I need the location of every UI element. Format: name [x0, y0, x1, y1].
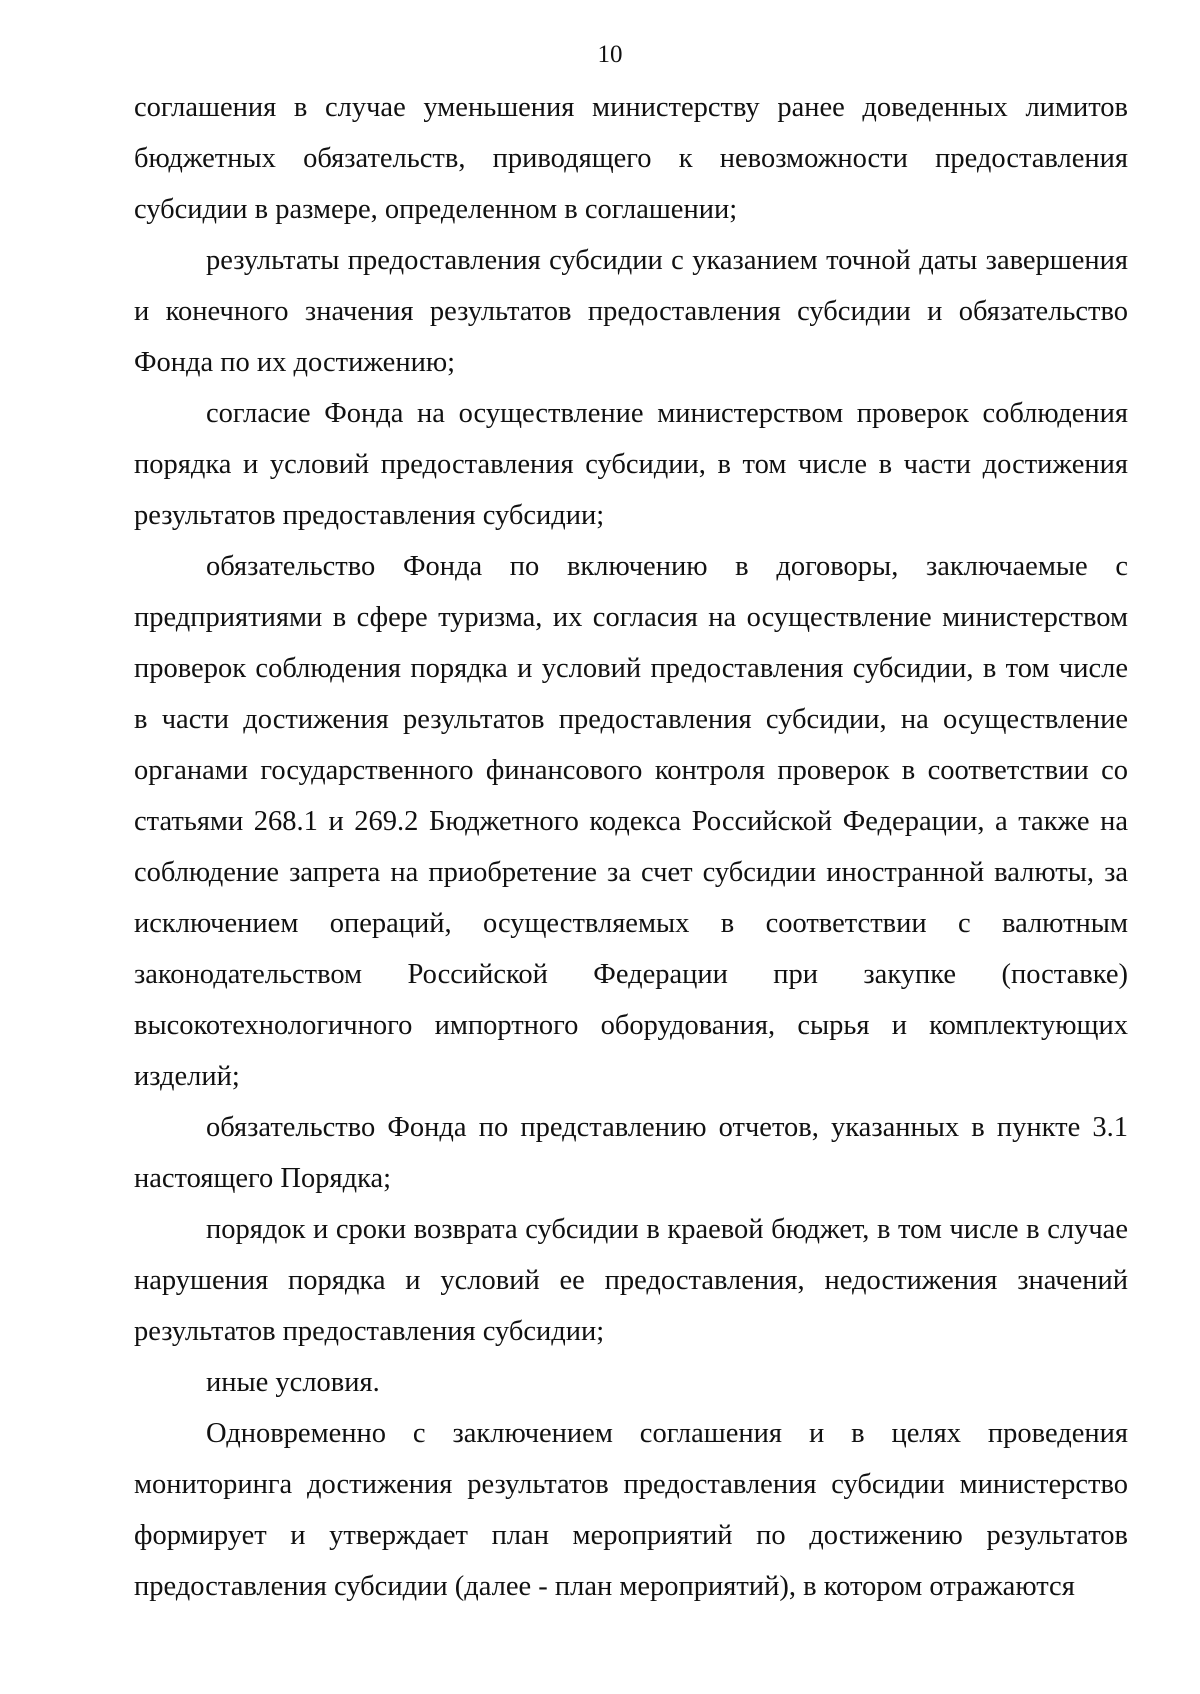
paragraph-other-conditions: иные условия.: [206, 1367, 380, 1398]
page-number: 10: [597, 41, 623, 68]
paragraph-subsidy-results: результаты предоставления субсидии с указанием точной даты завершения и конечного значения результатов предоставления субсидии и обязательство Фонда по их достижению;: [134, 245, 1128, 378]
paragraph-monitoring-plan: Одновременно с заключением соглашения и в целях проведения мониторинга достижения результатов предоставления субсидии министерство формирует и утверждает план мероприятий по достижению результатов предоставления субсидии (далее - план мероприятий), в котором отражаются: [134, 1418, 1128, 1602]
paragraph-consent-to-inspections: согласие Фонда на осуществление министерством проверок соблюдения порядка и условий предоставления субсидии, в том числе в части достижения результатов предоставления субсидии;: [134, 398, 1128, 531]
document-body: [134, 82, 1128, 1612]
paragraph-reporting-obligation: обязательство Фонда по представлению отчетов, указанных в пункте 3.1 настоящего Порядка;: [134, 1112, 1128, 1194]
paragraph-contract-obligations: обязательство Фонда по включению в договоры, заключаемые с предприятиями в сфере туризма, их согласия на осуществление министерством проверок соблюдения порядка и условий предоставления субсидии, в том числе в части достижения результатов предоставления субсидии, на осуществление органами государственного финансового контроля проверок в соответствии со статьями 268.1 и 269.2 Бюджетного кодекса Российской Федерации, а также на соблюдение запрета на приобретение за счет субсидии иностранной валюты, за исключением операций, осуществляемых в соответствии с валютным законодательством Российской Федерации при закупке (поставке) высокотехнологичного импортного оборудования, сырья и комплектующих изделий;: [134, 551, 1128, 1092]
paragraph-return-procedure: порядок и сроки возврата субсидии в краевой бюджет, в том числе в случае нарушения порядка и условий ее предоставления, недостижения значений результатов предоставления субсидии;: [134, 1214, 1128, 1347]
paragraph-agreement-reduction-continuation: соглашения в случае уменьшения министерству ранее доведенных лимитов бюджетных обязательств, приводящего к невозможности предоставления субсидии в размере, определенном в соглашении;: [134, 92, 1128, 225]
